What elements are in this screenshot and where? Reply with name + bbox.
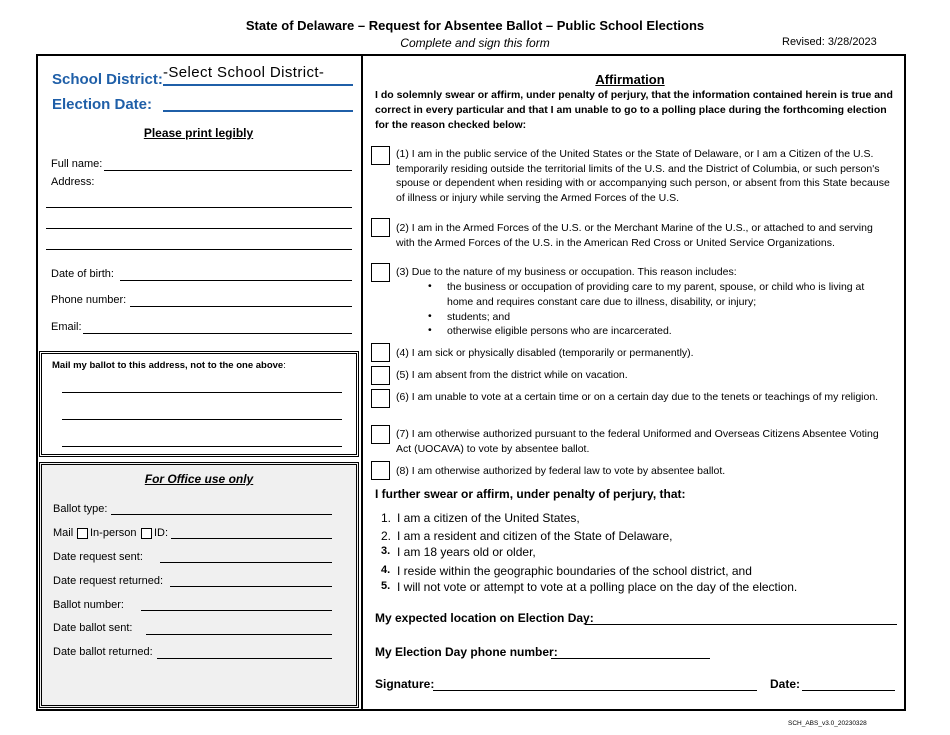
further-item-3: I am 18 years old or older, <box>397 545 536 559</box>
id-field[interactable] <box>171 538 332 539</box>
reason-4-text: (4) I am sick or physically disabled (temporarily or permanently). <box>396 347 694 359</box>
further-number-3: 3. <box>381 545 391 557</box>
ballot-type-field[interactable] <box>111 514 332 515</box>
location-label: My expected location on Election Day: <box>375 611 594 625</box>
further-number-2: 2. <box>381 529 392 543</box>
form-subtitle: Complete and sign this form <box>400 36 550 50</box>
election-phone-label: My Election Day phone number: <box>375 645 558 659</box>
reason-2-checkbox[interactable] <box>371 218 390 237</box>
mail-label: Mail <box>53 527 74 539</box>
mailing-address-note: Mail my ballot to this address, not to the one above: <box>52 360 286 371</box>
mailing-line-2[interactable] <box>62 419 342 420</box>
further-item-4: I reside within the geographic boundaries of the school district, and <box>397 564 752 578</box>
reason-7-text: (7) I am otherwise authorized pursuant to the federal Uniformed and Overseas Citizens Absentee Voting Act (UOCAVA) to vote by absentee ballot. <box>396 428 879 455</box>
email-field[interactable] <box>83 333 352 334</box>
date-request-returned-field[interactable] <box>170 586 332 587</box>
bullet-dot: • <box>428 310 432 322</box>
location-field[interactable] <box>585 624 897 625</box>
date-ballot-sent-label: Date ballot sent: <box>53 622 133 634</box>
reason-5-text: (5) I am absent from the district while on vacation. <box>396 369 628 381</box>
reason-3-bullet-1: the business or occupation of providing care to my parent, spouse, or child who is living at home and requires constant care due to illness, disability, or injury; <box>447 281 865 308</box>
in-person-checkbox[interactable] <box>141 528 152 539</box>
ballot-type-label: Ballot type: <box>53 503 108 515</box>
full-name-field[interactable] <box>104 170 352 171</box>
signature-label: Signature: <box>375 677 435 691</box>
reason-5-checkbox[interactable] <box>371 366 390 385</box>
reason-7-checkbox[interactable] <box>371 425 390 444</box>
revised-date: Revised: 3/28/2023 <box>782 36 877 48</box>
further-number-4: 4. <box>381 564 391 576</box>
bullet-dot: • <box>428 280 432 292</box>
reason-3-text: (3) Due to the nature of my business or occupation. This reason includes: <box>396 266 737 278</box>
form-title: State of Delaware – Request for Absentee Ballot – Public School Elections <box>245 18 705 33</box>
date-ballot-returned-field[interactable] <box>157 658 332 659</box>
reason-1-checkbox[interactable] <box>371 146 390 165</box>
address-line-1[interactable] <box>46 207 352 208</box>
reason-3-bullet-3: otherwise eligible persons who are incarcerated. <box>447 325 672 337</box>
further-item-5: I will not vote or attempt to vote at a polling place on the day of the election. <box>397 580 798 594</box>
affirmation-text: I do solemnly swear or affirm, under penalty of perjury, that the information contained herein is true and correct in every particular and that I am unable to go to a polling place during the forthcoming election for the reason checked below: <box>375 89 893 131</box>
school-district-label: School District: <box>52 71 163 88</box>
signature-field[interactable] <box>433 690 757 691</box>
further-number-1: 1. <box>381 511 392 525</box>
dob-label: Date of birth: <box>51 268 114 280</box>
reason-3-checkbox[interactable] <box>371 263 390 282</box>
school-district-select[interactable]: -Select School District- <box>163 64 353 86</box>
date-request-returned-label: Date request returned: <box>53 575 164 587</box>
office-use-title: For Office use only <box>144 472 254 486</box>
ballot-number-label: Ballot number: <box>53 599 124 611</box>
reason-4-checkbox[interactable] <box>371 343 390 362</box>
affirmation-title: Affirmation <box>595 72 665 87</box>
date-field[interactable] <box>802 690 895 691</box>
id-label: ID: <box>154 527 169 539</box>
mailing-line-3[interactable] <box>62 446 342 447</box>
reason-6-text: (6) I am unable to vote at a certain time or on a certain day due to the tenets or teachings of my religion. <box>396 391 879 403</box>
further-number-5: 5. <box>381 580 391 592</box>
date-ballot-returned-label: Date ballot returned: <box>53 646 153 658</box>
election-date-field[interactable] <box>163 110 353 112</box>
date-ballot-sent-field[interactable] <box>146 634 332 635</box>
date-request-sent-field[interactable] <box>160 562 332 563</box>
full-name-label: Full name: <box>51 158 103 170</box>
column-divider <box>361 54 363 711</box>
address-line-2[interactable] <box>46 228 352 229</box>
address-label: Address: <box>51 176 95 188</box>
date-label: Date: <box>770 677 801 691</box>
election-date-label: Election Date: <box>52 96 153 113</box>
ballot-number-field[interactable] <box>141 610 332 611</box>
reason-6-checkbox[interactable] <box>371 389 390 408</box>
reason-3-bullet-2: students; and <box>447 311 511 323</box>
reason-8-text: (8) I am otherwise authorized by federal law to vote by absentee ballot. <box>396 465 726 477</box>
further-affirm-title: I further swear or affirm, under penalty of perjury, that: <box>375 487 686 501</box>
mail-checkbox[interactable] <box>77 528 88 539</box>
bullet-dot: • <box>428 324 432 336</box>
reason-8-checkbox[interactable] <box>371 461 390 480</box>
further-item-2: I am a resident and citizen of the State of Delaware, <box>397 529 673 543</box>
reason-2-text: (2) I am in the Armed Forces of the U.S. or the Merchant Marine of the U.S., or attached to and serving with the Armed Forces of the U.S. in the American Red Cross or United Service Organizations. <box>396 222 873 249</box>
dob-field[interactable] <box>120 280 352 281</box>
email-label: Email: <box>51 321 82 333</box>
date-request-sent-label: Date request sent: <box>53 551 143 563</box>
in-person-label: In-person <box>90 527 137 539</box>
print-legibly-note: Please print legibly <box>143 126 254 140</box>
phone-field[interactable] <box>130 306 352 307</box>
reason-1-text: (1) I am in the public service of the United States or the State of Delaware, or I am a Citizen of the U.S. temporarily residing outside the territorial limits of the U.S. and the District of Columbia, or such person's spouse or dependent when residing with or accompanying such person, or absent from this State because of illness or injury while serving the Armed Forces of the U.S. <box>396 148 890 204</box>
mailing-line-1[interactable] <box>62 392 342 393</box>
address-line-3[interactable] <box>46 249 352 250</box>
further-item-1: I am a citizen of the United States, <box>397 511 580 525</box>
form-version: SCH_ABS_v3.0_20230328 <box>788 720 867 727</box>
phone-label: Phone number: <box>51 294 127 306</box>
election-phone-field[interactable] <box>551 658 710 659</box>
